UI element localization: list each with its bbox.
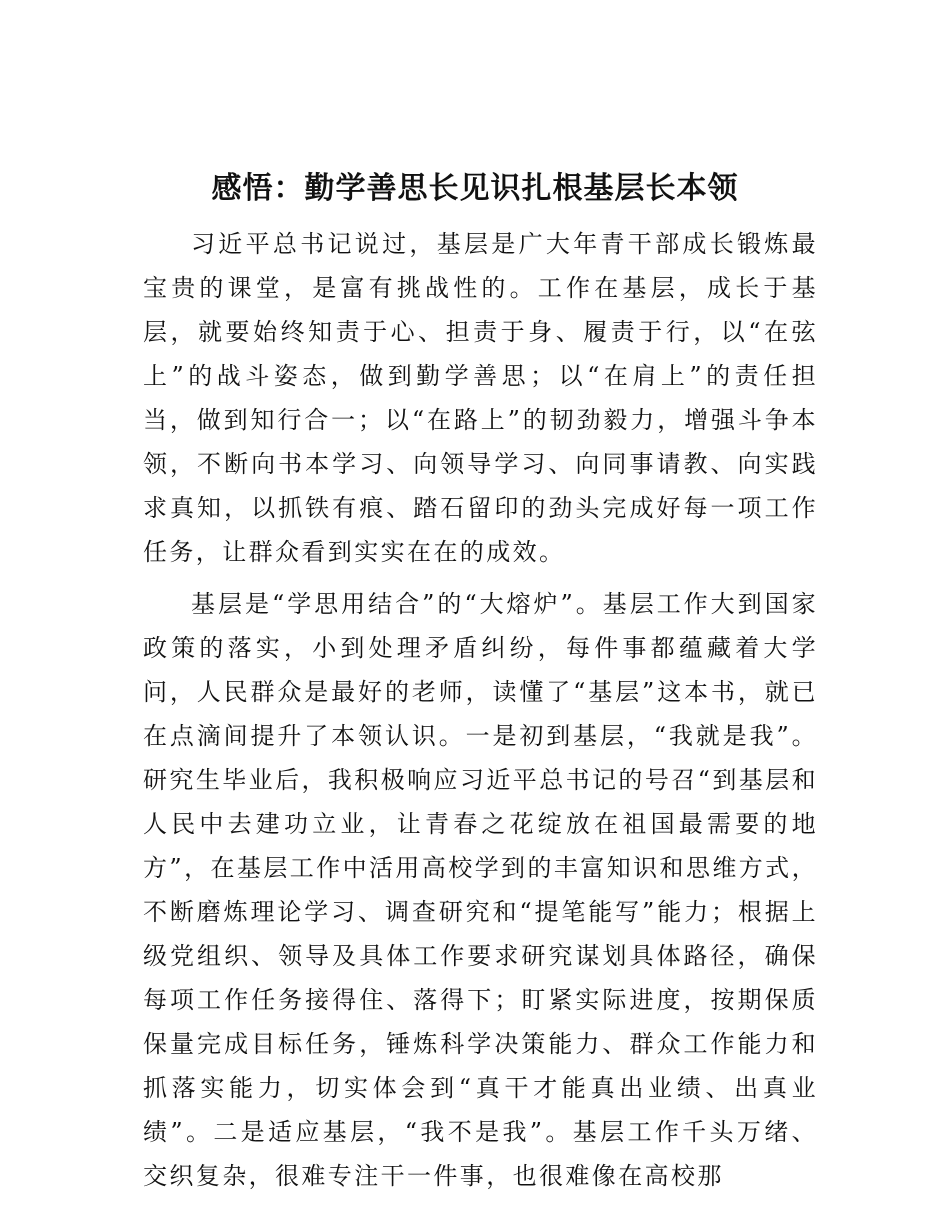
document-body	[143, 222, 818, 1198]
paragraph-2: 基层是“学思用结合”的“大熔炉”。基层工作大到国家政策的落实，小到处理矛盾纠纷，每件事都蕴藏着大学问，人民群众是最好的老师，读懂了“基层”这本书，就已在点滴间提升了本领认识。一是初到基层，“我就是我”。研究生毕业后，我积极响应习近平总书记的号召“到基层和人民中去建功立业，让青春之花绽放在祖国最需要的地方”，在基层工作中活用高校学到的丰富知识和思维方式，不断磨炼理论学习、调查研究和“提笔能写”能力；根据上级党组织、领导及具体工作要求研究谋划具体路径，确保每项工作任务接得住、落得下；盯紧实际进度，按期保质保量完成目标任务，锤炼科学决策能力、群众工作能力和抓落实能力，切实体会到“真干才能真出业绩、出真业绩”。二是适应基层，“我不是我”。基层工作千头万绪、交织复杂，很难专注干一件事，也很难像在高校那	[143, 590, 818, 1190]
paragraph-1: 习近平总书记说过，基层是广大年青干部成长锻炼最宝贵的课堂，是富有挑战性的。工作在基层，成长于基层，就要始终知责于心、担责于身、履责于行，以“在弦上”的战斗姿态，做到勤学善思；以“在肩上”的责任担当，做到知行合一；以“在路上”的韧劲毅力，增强斗争本领，不断向书本学习、向领导学习、向同事请教、向实践求真知，以抓铁有痕、踏石留印的劲头完成好每一项工作任务，让群众看到实实在在的成效。	[143, 230, 818, 566]
document-title: 感悟：勤学善思长见识扎根基层长本领	[211, 171, 739, 206]
